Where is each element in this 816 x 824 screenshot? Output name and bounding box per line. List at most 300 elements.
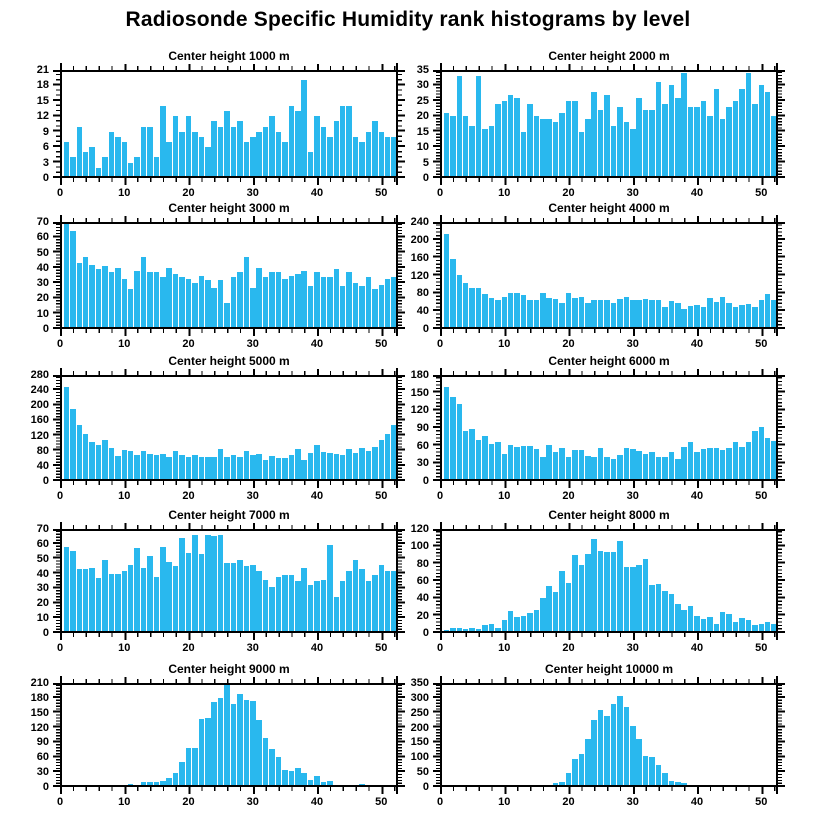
- histogram-bar: [231, 563, 237, 633]
- histogram-bar: [649, 585, 655, 633]
- subplot-title: Center height 3000 m: [168, 201, 290, 215]
- histogram-bar: [346, 449, 352, 481]
- histogram-bar: [295, 111, 301, 178]
- histogram-bar: [256, 720, 262, 787]
- histogram-bar: [508, 445, 514, 482]
- y-tick-label: 350: [410, 677, 429, 689]
- histogram-bar: [572, 101, 578, 178]
- histogram-bar: [102, 440, 108, 481]
- x-minor-ticks-bottom: [440, 481, 778, 485]
- histogram-bar: [636, 739, 642, 787]
- axis-bottom-line: [53, 176, 405, 178]
- histogram-bar: [656, 82, 662, 178]
- histogram-bar: [244, 142, 250, 178]
- y-tick-label: 0: [422, 172, 429, 184]
- histogram-bar: [707, 298, 713, 329]
- y-tick-label: 30: [36, 582, 49, 595]
- histogram-bar: [662, 104, 668, 178]
- histogram-bar: [224, 563, 230, 633]
- y-tick-label: 0: [42, 627, 49, 639]
- histogram-bar: [514, 98, 520, 178]
- histogram-bar: [379, 440, 385, 481]
- histogram-bar: [122, 571, 128, 633]
- x-tick-label: 40: [690, 338, 704, 350]
- x-tick-label: 20: [182, 642, 195, 654]
- histogram-bar: [463, 283, 469, 329]
- histogram-bar: [289, 106, 295, 178]
- histogram-bar: [211, 702, 217, 787]
- plot-frame: [440, 683, 778, 787]
- plot-frame: [60, 222, 398, 329]
- histogram-bar: [630, 129, 636, 178]
- x-tick-label: 20: [562, 490, 575, 502]
- histogram-bar: [669, 301, 675, 329]
- histogram-bar: [224, 457, 230, 481]
- y-tick-label: 20: [36, 292, 49, 305]
- histogram-bar: [482, 129, 488, 178]
- histogram-bar: [591, 457, 597, 481]
- histogram-bar: [77, 263, 83, 329]
- y-tick-label: 240: [410, 216, 429, 228]
- y-tick-label: 70: [36, 523, 49, 535]
- x-tick-label: 20: [182, 187, 195, 199]
- x-tick-label: 40: [310, 187, 324, 199]
- y-minor-ticks-right: [778, 683, 782, 787]
- histogram-bar: [115, 574, 121, 633]
- histogram-bar: [681, 610, 687, 633]
- histogram-bar: [109, 574, 115, 633]
- histogram-bar: [321, 580, 327, 633]
- histogram-bar: [199, 554, 205, 633]
- histogram-bar: [256, 268, 262, 329]
- histogram-bar: [366, 581, 372, 633]
- y-tick-label: 60: [36, 231, 49, 244]
- histogram-bar: [534, 610, 540, 633]
- axis-bottom-line: [53, 479, 405, 481]
- plot-frame: [60, 529, 398, 633]
- histogram-bar: [508, 293, 514, 329]
- histogram-bar: [636, 565, 642, 633]
- histogram-bar: [579, 565, 585, 633]
- y-tick-label: 0: [422, 627, 429, 639]
- histogram-bar: [701, 449, 707, 481]
- histogram-bar: [636, 300, 642, 329]
- histogram-bar: [334, 269, 340, 329]
- y-tick-label: 0: [42, 172, 49, 184]
- x-tick-label: 30: [246, 187, 259, 199]
- histogram-bar: [546, 445, 552, 482]
- x-tick-label: 40: [310, 490, 324, 502]
- histogram-bar: [192, 132, 198, 178]
- histogram-bar: [476, 440, 482, 481]
- histogram-bar: [669, 85, 675, 178]
- y-tick-label: 0: [42, 323, 49, 335]
- histogram-bar: [256, 571, 262, 633]
- y-tick-label: 30: [416, 79, 429, 92]
- histogram-bar: [694, 452, 700, 481]
- y-tick-label: 240: [30, 384, 49, 397]
- y-tick-label: 100: [410, 751, 429, 764]
- histogram-bar: [527, 104, 533, 178]
- histogram-bar: [179, 132, 185, 178]
- histogram-bar: [617, 455, 623, 482]
- histogram-bar: [765, 294, 771, 329]
- axis-top-line: [53, 529, 405, 531]
- plot-frame: [60, 375, 398, 481]
- histogram-bar: [77, 425, 83, 481]
- histogram-bar: [218, 535, 224, 633]
- histogram-bar: [759, 427, 765, 481]
- histogram-bar: [643, 559, 649, 633]
- y-tick-label: 90: [416, 422, 429, 434]
- histogram-bar: [115, 268, 121, 329]
- y-tick-label: 0: [42, 781, 49, 793]
- histogram-bar: [314, 272, 320, 329]
- y-tick-label: 30: [36, 277, 49, 290]
- axis-left-line: [60, 63, 62, 185]
- histogram-bar: [759, 85, 765, 178]
- y-tick-label: 20: [416, 609, 429, 622]
- axis-right-line: [776, 368, 778, 488]
- histogram-bar: [611, 126, 617, 178]
- histogram-bar: [205, 147, 211, 178]
- histogram-bar: [250, 455, 256, 482]
- histogram-bar: [463, 431, 469, 481]
- histogram-bar: [115, 137, 121, 178]
- histogram-bar: [508, 611, 514, 633]
- axis-left-line: [440, 63, 442, 185]
- histogram-bar: [656, 457, 662, 481]
- histogram-bar: [359, 286, 365, 329]
- histogram-bar: [321, 127, 327, 178]
- x-tick-label: 30: [626, 338, 639, 350]
- axis-bottom-line: [433, 785, 785, 787]
- y-minor-ticks-right: [778, 529, 782, 633]
- histogram-bar: [546, 298, 552, 329]
- histogram-bar: [237, 560, 243, 633]
- histogram-bar: [675, 98, 681, 178]
- histogram-bar: [334, 121, 340, 178]
- y-minor-ticks-right: [778, 70, 782, 178]
- y-tick-label: 210: [30, 677, 49, 689]
- histogram-bar: [186, 553, 192, 633]
- y-tick-label: 50: [36, 246, 49, 259]
- histogram-bar: [714, 89, 720, 178]
- histogram-bar: [733, 101, 739, 178]
- y-tick-label: 120: [410, 269, 429, 282]
- y-tick-label: 160: [410, 251, 429, 264]
- histogram-bar: [192, 748, 198, 787]
- axis-right-line: [396, 522, 398, 640]
- histogram-bar: [585, 554, 591, 633]
- histogram-bar: [160, 106, 166, 178]
- histogram-bar: [327, 453, 333, 481]
- x-minor-ticks-bottom: [440, 178, 778, 182]
- x-tick-label: 30: [246, 490, 259, 502]
- histogram-bar: [495, 104, 501, 178]
- y-tick-label: 90: [36, 736, 49, 749]
- y-tick-label: 5: [422, 156, 429, 169]
- x-tick-label: 0: [56, 187, 64, 199]
- x-tick-label: 30: [626, 796, 639, 808]
- histogram-bar: [263, 580, 269, 633]
- histogram-bar: [359, 448, 365, 481]
- histogram-bar: [366, 132, 372, 178]
- histogram-bar: [585, 456, 591, 481]
- y-tick-label: 80: [416, 557, 429, 570]
- histogram-bar: [211, 121, 217, 178]
- histogram-bar: [553, 452, 559, 481]
- histogram-bar: [591, 720, 597, 787]
- x-minor-ticks-bottom: [60, 787, 398, 791]
- x-minor-ticks-bottom: [60, 633, 398, 637]
- x-tick-label: 20: [182, 490, 195, 502]
- x-tick-label: 30: [246, 338, 259, 350]
- histogram-bar: [166, 268, 172, 329]
- subplot-title: Center height 8000 m: [548, 508, 670, 522]
- x-tick-label: 10: [118, 796, 131, 808]
- histogram-bar: [147, 556, 153, 633]
- histogram-bar: [308, 585, 314, 633]
- histogram-bar: [83, 434, 89, 481]
- histogram-bar: [295, 449, 301, 481]
- axis-top-line: [433, 529, 785, 531]
- histogram-bar: [211, 457, 217, 481]
- x-tick-label: 50: [375, 642, 388, 654]
- y-tick-label: 150: [410, 386, 429, 399]
- histogram-bar: [752, 307, 758, 329]
- histogram-bar: [269, 272, 275, 329]
- histogram-bar: [482, 436, 488, 481]
- subplot-title: Center height 9000 m: [168, 662, 290, 676]
- histogram-bar: [662, 457, 668, 481]
- plot-frame: [440, 529, 778, 633]
- subplot-9000m: [30, 662, 398, 808]
- histogram-bar: [559, 448, 565, 481]
- histogram-bar: [733, 307, 739, 329]
- histogram-bar: [624, 567, 630, 633]
- histogram-bar: [141, 127, 147, 178]
- histogram-bar: [726, 448, 732, 481]
- histogram-bar: [444, 113, 450, 178]
- histogram-bar: [733, 442, 739, 481]
- x-tick-label: 40: [310, 796, 324, 808]
- histogram-bar: [624, 297, 630, 329]
- histogram-bar: [147, 272, 153, 329]
- histogram-bar: [746, 442, 752, 481]
- histogram-bar: [186, 279, 192, 329]
- y-tick-label: 280: [30, 369, 49, 381]
- subplot-5000m: [30, 354, 398, 502]
- histogram-bar: [604, 457, 610, 481]
- histogram-bar: [579, 450, 585, 481]
- histogram-bar: [186, 116, 192, 178]
- histogram-bar: [122, 450, 128, 481]
- y-tick-label: 60: [36, 537, 49, 550]
- histogram-bar: [688, 442, 694, 481]
- histogram-bar: [250, 288, 256, 329]
- histogram-bar: [237, 694, 243, 787]
- histogram-bar: [237, 272, 243, 329]
- histogram-bar: [385, 571, 391, 633]
- y-tick-label: 60: [416, 439, 429, 452]
- histogram-bar: [353, 137, 359, 178]
- y-tick-label: 120: [30, 721, 49, 734]
- axis-bottom-line: [53, 327, 405, 329]
- histogram-bar: [482, 294, 488, 329]
- histogram-bar: [566, 457, 572, 481]
- x-tick-label: 0: [56, 642, 64, 654]
- histogram-bar: [553, 299, 559, 329]
- histogram-bar: [102, 560, 108, 633]
- histogram-bar: [598, 710, 604, 787]
- histogram-bar: [489, 126, 495, 178]
- histogram-bar: [656, 584, 662, 633]
- histogram-bar: [70, 409, 76, 481]
- y-tick-label: 150: [30, 706, 49, 719]
- x-minor-ticks-bottom: [440, 633, 778, 637]
- x-tick-label: 20: [562, 796, 575, 808]
- histogram-bar: [244, 566, 250, 633]
- histogram-bar: [739, 89, 745, 178]
- y-tick-label: 50: [36, 552, 49, 565]
- x-tick-label: 20: [562, 642, 575, 654]
- histogram-bar: [385, 137, 391, 178]
- histogram-bar: [70, 551, 76, 633]
- histogram-bar: [141, 568, 147, 633]
- histogram-bar: [534, 116, 540, 178]
- y-tick-label: 40: [36, 459, 49, 472]
- histogram-bar: [353, 283, 359, 329]
- y-tick-label: 180: [410, 369, 429, 381]
- y-tick-label: 120: [30, 429, 49, 442]
- histogram-bar: [450, 397, 456, 481]
- axis-left-line: [60, 522, 62, 640]
- x-tick-label: 20: [182, 338, 195, 350]
- histogram-bar: [553, 592, 559, 633]
- y-tick-label: 300: [410, 691, 429, 704]
- histogram-bar: [688, 107, 694, 178]
- histogram-bar: [263, 460, 269, 481]
- histogram-bar: [340, 581, 346, 633]
- histogram-bar: [263, 127, 269, 178]
- histogram-bar: [83, 569, 89, 633]
- histogram-bar: [444, 387, 450, 481]
- x-tick-label: 40: [690, 642, 704, 654]
- histogram-bar: [269, 116, 275, 178]
- histogram-bar: [89, 568, 95, 633]
- histogram-bar: [643, 454, 649, 481]
- histogram-bar: [263, 738, 269, 787]
- histogram-bar: [598, 551, 604, 633]
- histogram-bar: [224, 685, 230, 788]
- histogram-bar: [611, 459, 617, 481]
- axis-right-line: [396, 368, 398, 488]
- axis-right-line: [776, 676, 778, 794]
- histogram-bar: [134, 548, 140, 633]
- histogram-bar: [205, 718, 211, 787]
- histogram-bar: [256, 132, 262, 178]
- x-tick-label: 0: [56, 490, 64, 502]
- x-tick-label: 50: [755, 642, 768, 654]
- histogram-bar: [282, 458, 288, 481]
- histogram-bar: [96, 269, 102, 329]
- x-tick-label: 50: [755, 187, 768, 199]
- histogram-bar: [617, 696, 623, 787]
- histogram-bar: [765, 438, 771, 481]
- histogram-bar: [231, 455, 237, 482]
- histogram-bar: [720, 450, 726, 481]
- histogram-bar: [346, 571, 352, 633]
- x-tick-label: 20: [562, 338, 575, 350]
- histogram-bar: [611, 552, 617, 633]
- histogram-bar: [244, 700, 250, 787]
- x-tick-label: 10: [498, 338, 511, 350]
- histogram-bar: [122, 142, 128, 178]
- histogram-bar: [276, 132, 282, 178]
- histogram-bar: [89, 442, 95, 481]
- y-tick-label: 150: [410, 736, 429, 749]
- subplot-6000m: [410, 354, 778, 502]
- histogram-bar: [502, 454, 508, 481]
- histogram-bar: [231, 127, 237, 178]
- histogram-bar: [282, 142, 288, 178]
- histogram-bar: [276, 577, 282, 633]
- x-tick-label: 0: [436, 490, 444, 502]
- x-minor-ticks-bottom: [440, 787, 778, 791]
- histogram-bar: [688, 606, 694, 633]
- histogram-bar: [385, 434, 391, 481]
- histogram-bar: [295, 581, 301, 633]
- y-tick-label: 60: [416, 575, 429, 587]
- histogram-bar: [726, 303, 732, 329]
- x-tick-label: 0: [436, 187, 444, 199]
- histogram-bar: [263, 277, 269, 329]
- histogram-bar: [276, 757, 282, 787]
- histogram-bar: [83, 257, 89, 329]
- x-tick-label: 10: [118, 642, 131, 654]
- histogram-bar: [720, 297, 726, 329]
- histogram-bar: [301, 271, 307, 329]
- y-tick-label: 160: [30, 414, 49, 427]
- histogram-bar: [540, 293, 546, 329]
- histogram-bar: [89, 147, 95, 178]
- histogram-bar: [128, 565, 134, 633]
- axis-bottom-line: [433, 176, 785, 178]
- histogram-bar: [372, 447, 378, 481]
- histogram-bar: [566, 293, 572, 329]
- histogram-bar: [160, 547, 166, 633]
- histogram-bar: [598, 110, 604, 178]
- axis-right-line: [776, 522, 778, 640]
- histogram-bar: [154, 455, 160, 482]
- histogram-bar: [489, 444, 495, 481]
- histogram-bar: [469, 429, 475, 481]
- histogram-bar: [244, 451, 250, 481]
- histogram-bar: [340, 106, 346, 178]
- histogram-bar: [527, 446, 533, 481]
- histogram-bar: [714, 302, 720, 329]
- histogram-bar: [353, 453, 359, 481]
- x-tick-label: 0: [436, 796, 444, 808]
- histogram-bar: [514, 447, 520, 481]
- axis-right-line: [396, 676, 398, 794]
- histogram-bar: [160, 277, 166, 329]
- histogram-bar: [334, 597, 340, 633]
- y-tick-label: 0: [422, 475, 429, 487]
- histogram-bar: [681, 447, 687, 481]
- histogram-bar: [694, 107, 700, 178]
